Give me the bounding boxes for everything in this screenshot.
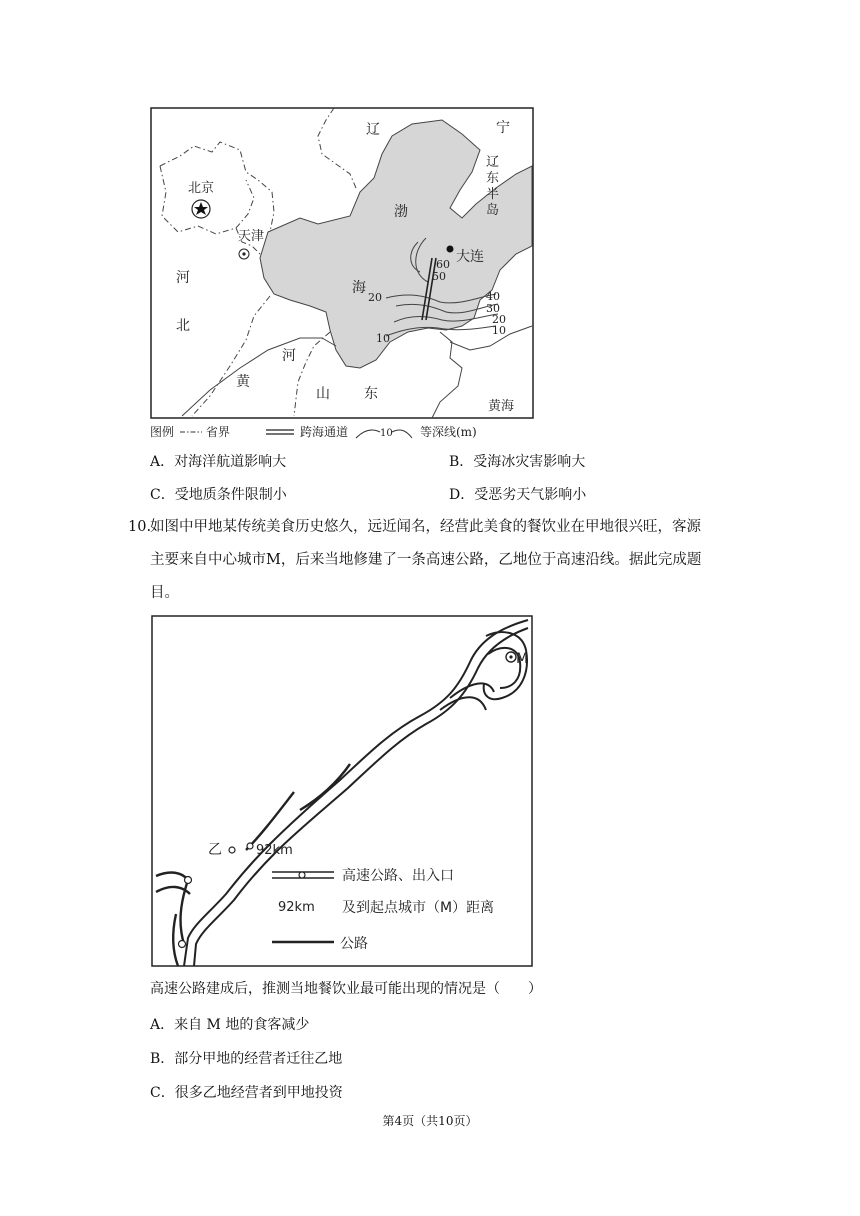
svg-text:半: 半 bbox=[486, 187, 500, 202]
depth-label: 60 bbox=[436, 258, 450, 271]
svg-text:92km: 92km bbox=[278, 900, 315, 915]
exit-icon bbox=[185, 877, 192, 884]
label-beijing: 北京 bbox=[188, 181, 215, 196]
label-ning: 宁 bbox=[496, 120, 510, 136]
q10-number: 10. bbox=[128, 519, 152, 535]
depth-label: 20 bbox=[368, 291, 382, 304]
label-dong: 东 bbox=[364, 386, 378, 402]
q9-option-b[interactable]: B．受海冰灾害影响大 bbox=[449, 454, 586, 470]
q10-option-a[interactable]: A．来自 M 地的食客减少 bbox=[150, 1017, 310, 1033]
exit-icon bbox=[247, 843, 253, 849]
svg-text:跨海通道: 跨海通道 bbox=[300, 425, 349, 439]
tianjin-icon bbox=[239, 249, 249, 259]
label-hai: 海 bbox=[352, 280, 366, 296]
city-m-icon bbox=[506, 652, 516, 662]
q10-option-c[interactable]: C．很多乙地经营者到甲地投资 bbox=[150, 1085, 343, 1101]
svg-text:高速公路、出入口: 高速公路、出入口 bbox=[342, 868, 454, 884]
svg-text:辽: 辽 bbox=[486, 155, 500, 170]
map1-legend bbox=[150, 424, 477, 439]
depth-label: 10 bbox=[376, 332, 390, 345]
svg-text:公路: 公路 bbox=[340, 936, 368, 952]
label-bo: 渤 bbox=[394, 204, 408, 220]
q9-option-c[interactable]: C．受地质条件限制小 bbox=[150, 487, 287, 503]
label-huang: 黄 bbox=[236, 374, 250, 390]
label-bei: 北 bbox=[176, 318, 190, 334]
bohai-map bbox=[150, 106, 536, 452]
city-m-label: M bbox=[516, 651, 529, 667]
q9-option-d[interactable]: D．受恶劣天气影响小 bbox=[449, 487, 587, 503]
svg-text:省界: 省界 bbox=[206, 425, 231, 439]
yi-distance: 92km bbox=[256, 843, 293, 858]
svg-text:等深线(m): 等深线(m) bbox=[420, 425, 477, 439]
svg-text:岛: 岛 bbox=[486, 203, 500, 218]
label-shan: 山 bbox=[316, 386, 330, 402]
label-tianjin: 天津 bbox=[238, 229, 265, 244]
label-he: 河 bbox=[176, 270, 190, 286]
label-liao: 辽 bbox=[366, 122, 380, 138]
svg-text:图例: 图例 bbox=[150, 425, 175, 439]
q10-option-b[interactable]: B．部分甲地的经营者迁往乙地 bbox=[150, 1051, 343, 1067]
label-river: 河 bbox=[282, 348, 296, 364]
depth-label: 50 bbox=[432, 270, 446, 283]
exit-icon bbox=[229, 847, 235, 853]
svg-text:及到起点城市（M）距离: 及到起点城市（M）距离 bbox=[342, 900, 495, 916]
beijing-icon bbox=[192, 200, 210, 218]
dalian-icon bbox=[447, 246, 454, 253]
q10-stem-line2: 主要来自中心城市M，后来当地修建了一条高速公路，乙地位于高速沿线。据此完成题 bbox=[150, 552, 702, 568]
highway-map bbox=[150, 614, 536, 970]
depth-label: 20 bbox=[492, 313, 506, 326]
depth-label: 30 bbox=[486, 302, 500, 315]
q10-stem-line1: 如图中甲地某传统美食历史悠久，远近闻名，经营此美食的餐饮业在甲地很兴旺，客源 bbox=[150, 519, 701, 535]
yi-label: 乙 bbox=[208, 842, 222, 858]
page-footer: 第4页（共10页） bbox=[382, 1114, 478, 1128]
svg-text:10: 10 bbox=[380, 428, 393, 439]
exit-icon bbox=[179, 941, 186, 948]
svg-text:东: 东 bbox=[486, 171, 500, 186]
q10-stem-line3: 目。 bbox=[150, 585, 179, 601]
depth-label: 10 bbox=[492, 324, 506, 337]
label-huanghai: 黄海 bbox=[488, 399, 515, 414]
depth-label: 40 bbox=[486, 290, 500, 303]
q9-option-a[interactable]: A．对海洋航道影响大 bbox=[150, 454, 287, 470]
label-dalian: 大连 bbox=[456, 249, 484, 265]
q10-prompt: 高速公路建成后，推测当地餐饮业最可能出现的情况是（ ） bbox=[150, 981, 542, 997]
label-liaodong bbox=[486, 155, 499, 218]
